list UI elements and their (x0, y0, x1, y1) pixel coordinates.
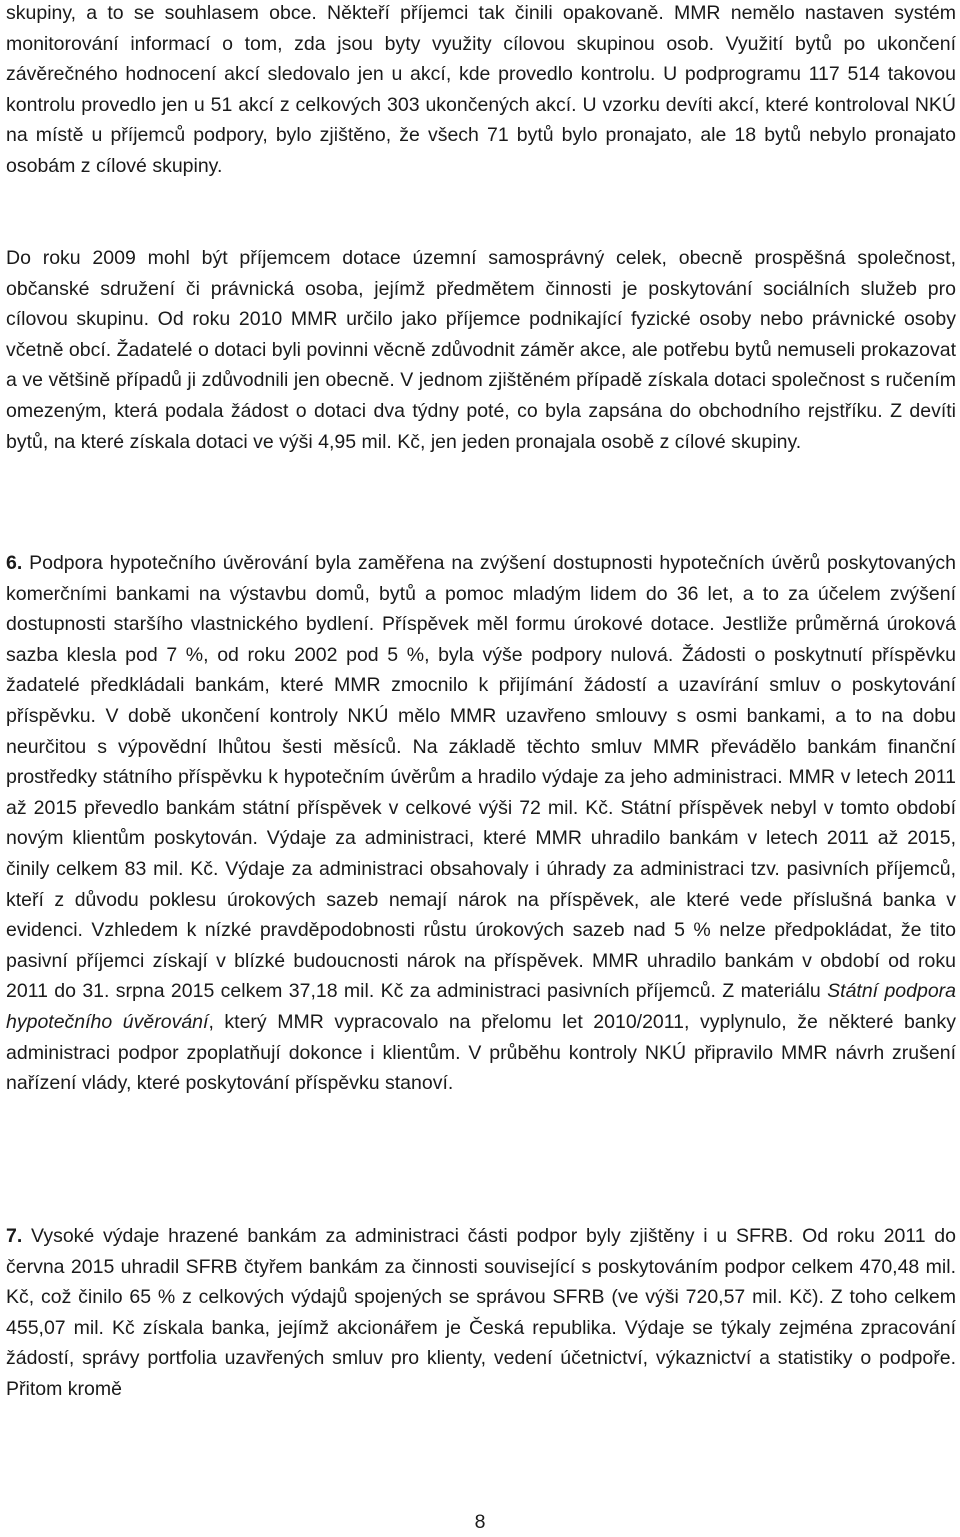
paragraph-text: Vysoké výdaje hrazené bankám za administraci části podpor byly zjištěny i u SFRB. Od roku 2011 do června 2015 uhradil SFRB čtyřem bankám za činnosti související s poskytováním podpor celkem 470,48 mil. Kč, což činilo 65 % z celkových výdajů spojených se správou SFRB (ve výši 720,57 mil. Kč). Z toho celkem 455,07 mil. Kč získala banka, jejímž akcionářem je Česká republika. Výdaje se týkaly zejména zpracování žádostí, správy portfolia uzavřených smluv pro klienty, vedení účetnictví, výkaznictví a statistiky o podpoře. Přitom kromě (6, 1225, 956, 1400)
paragraph-cilova-skupina: skupiny, a to se souhlasem obce. Někteří příjemci tak činili opakovaně. MMR nemělo nastaven systém monitorování informací o tom, zda jsou byty využity cílovou skupinou osob. Využití bytů po ukončení závěrečného hodnocení akcí sledovalo jen u akcí, kde provedlo kontrolu. U podprogramu 117 514 takovou kontrolu provedlo jen u 51 akcí z celkových 303 ukončených akcí. U vzorku devíti akcí, které kontroloval NKÚ na místě u příjemců podpory, bylo zjištěno, že všech 71 bytů bylo pronajato, ale 18 bytů nebylo pronajato osobám z cílové skupiny. (6, 2, 956, 177)
paragraph-vydaje-sfrb (6, 1221, 956, 1405)
page-number: 8 (474, 1511, 486, 1533)
paragraph-text: Podpora hypotečního úvěrování byla zaměřena na zvýšení dostupnosti hypotečních úvěrů poskytovaných komerčními bankami na výstavbu domů, bytů a pomoc mladým lidem do 36 let, a to za účelem zvýšení dostupnosti staršího vlastnického bydlení. Příspěvek měl formu úrokové dotace. Jestliže průměrná úroková sazba klesla pod 7 %, od roku 2002 pod 5 %, byla výše podpory nulová. Žádosti o poskytnutí příspěvku žadatelé předkládali bankám, které MMR zmocnilo k přijímání žádostí a uzavírání smluv o poskytování příspěvku. V době ukončení kontroly NKÚ mělo MMR uzavřeno smlouvy s osmi bankami, a to na dobu neurčitou s výpovědní lhůtou šesti měsíců. Na základě těchto smluv MMR převádělo bankám finanční prostředky státního příspěvku k hypotečním úvěrům a hradilo výdaje za jeho administraci. MMR v letech 2011 až 2015 převedlo bankám státní příspěvek v celkové výši 72 mil. Kč. Státní příspěvek nebyl v tomto období novým klientům poskytován. Výdaje za administraci, které MMR uhradilo bankám v letech 2011 až 2015, činily celkem 83 mil. Kč. Výdaje za administraci obsahovaly i úhrady za administraci tzv. pasivních příjemců, kteří z důvodu poklesu úrokových sazeb nemají nárok na příspěvek, ale které vede příslušná banka v evidenci. Vzhledem k nízké pravděpodobnosti růstu úrokových sazeb nad 5 % nelze předpokládat, že tito pasivní příjemci získají v blízké budoucnosti nárok na příspěvek. MMR uhradilo bankám v období od roku 2011 do 31. srpna 2015 celkem 37,18 mil. Kč za administraci pasivních příjemců. Z materiálu (6, 552, 956, 1003)
paragraph-number: 7. (6, 1225, 23, 1247)
paragraph-hypotecni-uverovani (6, 548, 956, 1099)
document-title-italic: Státní podpora hypotečního úvěrování (6, 980, 957, 1033)
paragraph-text: , který MMR vypracovalo na přelomu let 2010/2011, vyplynulo, že některé banky administraci podpor zpoplatňují dokonce i klientům. V průběhu kontroly NKÚ připravilo MMR návrh zrušení nařízení vlády, které poskytování příspěvku stanoví. (6, 1010, 956, 1095)
paragraph-number: 6. (6, 552, 23, 574)
paragraph-prijemci-dotace: Do roku 2009 mohl být příjemcem dotace územní samosprávný celek, obecně prospěšná společnost, občanské sdružení či právnická osoba, jejímž předmětem činnosti je poskytování sociálních služeb pro cílovou skupinu. Od roku 2010 MMR určilo jako příjemce podnikající fyzické osoby nebo právnické osoby včetně obcí. Žadatelé o dotaci byli povinni věcně zdůvodnit záměr akce, ale potřebu bytů nemuseli prokazovat a ve většině případů ji zdůvodnili jen obecně. V jednom zjištěném případě získala dotaci společnost s ručením omezeným, která podala žádost o dotaci dva týdny poté, co byla zapsána do obchodního rejstříku. Z devíti bytů, na které získala dotaci ve výši 4,95 mil. Kč, jen jeden pronajala osobě z cílové skupiny. (6, 247, 956, 453)
